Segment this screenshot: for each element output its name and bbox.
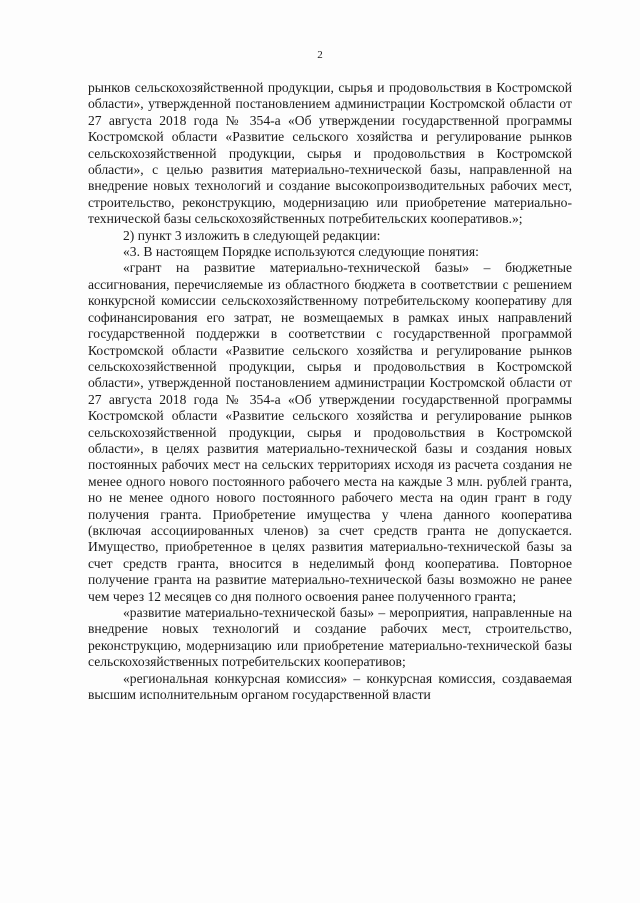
paragraph-definition-development: «развитие материально-технической базы» – мероприятия, направленные на внедрение новых технологий и создание рабочих мест, строительство, реконструкцию, модернизацию или приобретение материально-технической базы сельскохозяйственных потребительских кооперативов;: [88, 605, 572, 670]
paragraph-definitions-intro: «3. В настоящем Порядке используются следующие понятия:: [123, 244, 479, 260]
paragraph-continuation: рынков сельскохозяйственной продукции, сырья и продовольствия в Костромской области», утвержденной постановлением администрации Костромской области от 27 августа 2018 года № 354-а «Об утверждении государственной программы Костромской области «Развитие сельского хозяйства и регулирование рынков сельскохозяйственной продукции, сырья и продовольствия в Костромской области», с целью развития материально-технической базы, направленной на внедрение новых технологий и создание высокопроизводительных рабочих мест, строительство, реконструкцию, модернизацию или приобретение материально-технической базы сельскохозяйственных потребительских кооперативов.»;: [88, 80, 572, 227]
page-number: 2: [317, 49, 323, 61]
document-body: [88, 80, 572, 703]
paragraph-definition-commission: «региональная конкурсная комиссия» – конкурсная комиссия, создаваемая высшим исполнительным органом государственной власти: [88, 670, 572, 703]
paragraph-definition-grant: «грант на развитие материально-технической базы» – бюджетные ассигнования, перечисляемые из областного бюджета в соответствии с решением конкурсной комиссии сельскохозяйственному потребительскому кооперативу для софинансирования его затрат, не возмещаемых в рамках иных направлений государственной поддержки в соответствии с государственной программой Костромской области «Развитие сельского хозяйства и регулирование рынков сельскохозяйственной продукции, сырья и продовольствия в Костромской области», утвержденной постановлением администрации Костромской области от 27 августа 2018 года № 354-а «Об утверждении государственной программы Костромской области «Развитие сельского хозяйства и регулирование рынков сельскохозяйственной продукции, сырья и продовольствия в Костромской области», в целях развития материально-технической базы и создания новых постоянных рабочих мест на сельских территориях исходя из расчета создания не менее одного нового постоянного рабочего места на каждые 3 млн. рублей гранта, но не менее одного нового постоянного рабочего места на один грант в году получения гранта. Приобретение имущества у члена данного кооператива (включая ассоциированных членов) за счет средств гранта не допускается. Имущество, приобретенное в целях развития материально-технической базы за счет средств гранта, вносится в неделимый фонд кооператива. Повторное получение гранта на развитие материально-технической базы возможно не ранее чем через 12 месяцев со дня полного освоения ранее полученного гранта;: [88, 260, 572, 604]
paragraph-item-2: 2) пункт 3 изложить в следующей редакции:: [123, 227, 381, 243]
